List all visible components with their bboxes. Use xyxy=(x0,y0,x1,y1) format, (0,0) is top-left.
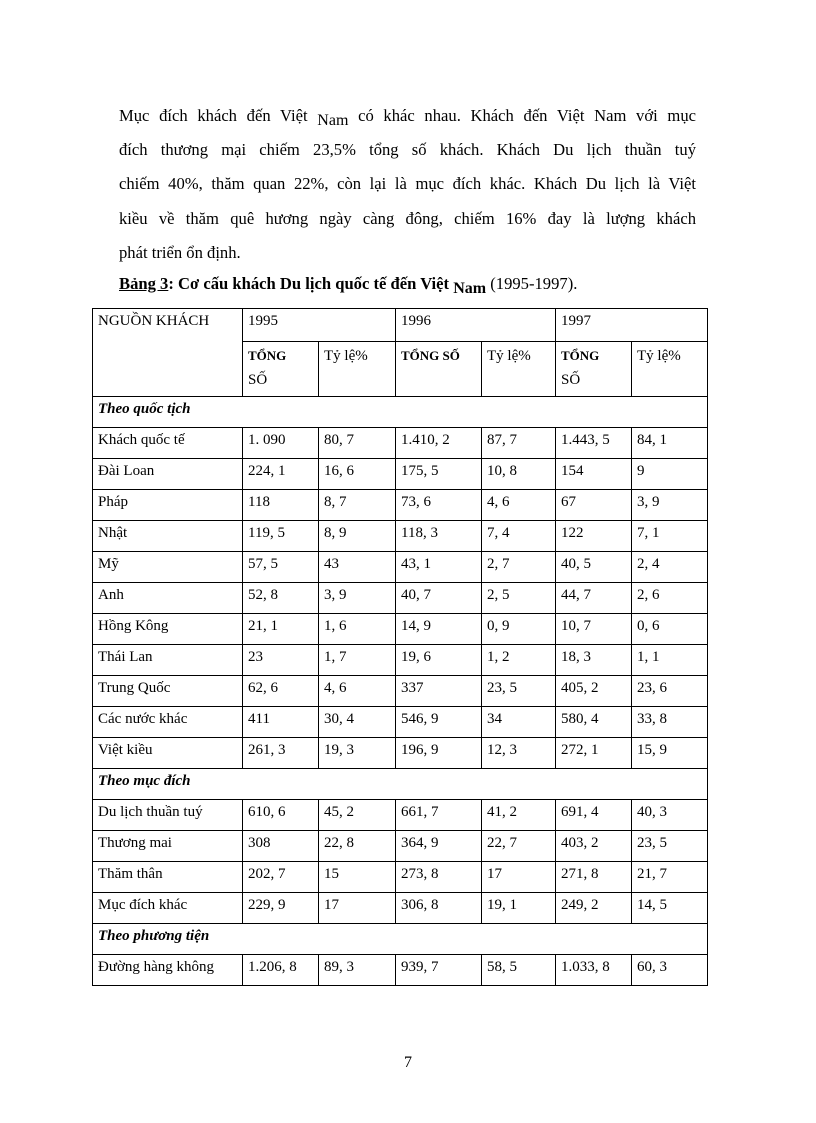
total-cell: 546, 9 xyxy=(396,707,482,738)
rate-cell: 2, 5 xyxy=(482,583,556,614)
rate-cell: 89, 3 xyxy=(319,955,396,986)
total-cell: 691, 4 xyxy=(556,800,632,831)
total-cell: 224, 1 xyxy=(243,459,319,490)
rate-cell: 34 xyxy=(482,707,556,738)
total-cell: 1. 090 xyxy=(243,428,319,459)
section-row xyxy=(93,769,708,800)
rate-cell: 1, 2 xyxy=(482,645,556,676)
total-cell: 306, 8 xyxy=(396,893,482,924)
paragraph-line: đích thương mại chiếm 23,5% tổng số khách. Khách Du lịch thuần tuý xyxy=(119,140,696,160)
total-cell: 1.410, 2 xyxy=(396,428,482,459)
total-cell: 1.033, 8 xyxy=(556,955,632,986)
total-cell: 23 xyxy=(243,645,319,676)
rate-cell: 3, 9 xyxy=(319,583,396,614)
total-cell: 580, 4 xyxy=(556,707,632,738)
rate-cell: 22, 8 xyxy=(319,831,396,862)
total-cell: 21, 1 xyxy=(243,614,319,645)
rate-cell: 9 xyxy=(632,459,708,490)
total-cell: 271, 8 xyxy=(556,862,632,893)
section-row xyxy=(93,397,708,428)
year-header: 1997 xyxy=(556,309,708,342)
total-header: TỔNG SỐ xyxy=(556,342,632,397)
total-cell: 19, 6 xyxy=(396,645,482,676)
source-cell: Thăm thân xyxy=(93,862,243,893)
table-row xyxy=(93,614,708,645)
total-cell: 175, 5 xyxy=(396,459,482,490)
table-row xyxy=(93,800,708,831)
rate-cell: 80, 7 xyxy=(319,428,396,459)
table-row xyxy=(93,893,708,924)
rate-header: Tỷ lệ% xyxy=(632,342,708,397)
rate-cell: 19, 3 xyxy=(319,738,396,769)
rate-cell: 19, 1 xyxy=(482,893,556,924)
rate-cell: 1, 6 xyxy=(319,614,396,645)
total-cell: 1.443, 5 xyxy=(556,428,632,459)
rate-cell: 4, 6 xyxy=(482,490,556,521)
total-cell: 44, 7 xyxy=(556,583,632,614)
total-cell: 273, 8 xyxy=(396,862,482,893)
total-cell: 364, 9 xyxy=(396,831,482,862)
total-cell: 14, 9 xyxy=(396,614,482,645)
total-cell: 154 xyxy=(556,459,632,490)
total-cell: 118, 3 xyxy=(396,521,482,552)
year-header: 1995 xyxy=(243,309,396,342)
source-cell: Anh xyxy=(93,583,243,614)
rate-cell: 45, 2 xyxy=(319,800,396,831)
total-cell: 939, 7 xyxy=(396,955,482,986)
total-cell: 610, 6 xyxy=(243,800,319,831)
source-cell: Các nước khác xyxy=(93,707,243,738)
total-cell: 62, 6 xyxy=(243,676,319,707)
source-cell: Trung Quốc xyxy=(93,676,243,707)
source-cell: Hồng Kông xyxy=(93,614,243,645)
page-number: 7 xyxy=(404,1054,412,1071)
total-cell: 73, 6 xyxy=(396,490,482,521)
table-row xyxy=(93,676,708,707)
source-cell: Khách quốc tế xyxy=(93,428,243,459)
rate-cell: 3, 9 xyxy=(632,490,708,521)
rate-cell: 58, 5 xyxy=(482,955,556,986)
total-cell: 308 xyxy=(243,831,319,862)
table-caption: Bảng 3: Cơ cấu khách Du lịch quốc tế đến Việt Nam (1995-1997). xyxy=(119,274,578,297)
table-row xyxy=(93,831,708,862)
total-cell: 67 xyxy=(556,490,632,521)
rate-cell: 23, 6 xyxy=(632,676,708,707)
total-cell: 18, 3 xyxy=(556,645,632,676)
total-cell: 122 xyxy=(556,521,632,552)
total-cell: 196, 9 xyxy=(396,738,482,769)
rate-cell: 1, 1 xyxy=(632,645,708,676)
source-cell: Du lịch thuần tuý xyxy=(93,800,243,831)
table-row xyxy=(93,583,708,614)
total-cell: 202, 7 xyxy=(243,862,319,893)
source-cell: Đường hàng không xyxy=(93,955,243,986)
total-cell: 411 xyxy=(243,707,319,738)
table-title: Cơ cấu khách Du lịch quốc tế đến Việt Nam xyxy=(178,274,487,297)
section-title: Theo mục đích xyxy=(93,769,708,800)
total-header: TỔNG SỐ xyxy=(243,342,319,397)
total-cell: 249, 2 xyxy=(556,893,632,924)
source-cell: Pháp xyxy=(93,490,243,521)
rate-cell: 43 xyxy=(319,552,396,583)
table-year-range: (1995-1997). xyxy=(490,274,578,293)
paragraph-line: kiều về thăm quê hương ngày càng đông, chiếm 16% đay là lượng khách xyxy=(119,208,696,228)
rate-cell: 4, 6 xyxy=(319,676,396,707)
table-row xyxy=(93,552,708,583)
total-cell: 405, 2 xyxy=(556,676,632,707)
total-cell: 272, 1 xyxy=(556,738,632,769)
table-row xyxy=(93,862,708,893)
source-cell: Mỹ xyxy=(93,552,243,583)
rate-cell: 15 xyxy=(319,862,396,893)
total-cell: 57, 5 xyxy=(243,552,319,583)
rate-cell: 8, 9 xyxy=(319,521,396,552)
total-cell: 1.206, 8 xyxy=(243,955,319,986)
rate-cell: 2, 4 xyxy=(632,552,708,583)
paragraph-line: phát triển ổn định. xyxy=(119,242,241,262)
source-cell: Thái Lan xyxy=(93,645,243,676)
total-cell: 52, 8 xyxy=(243,583,319,614)
total-cell: 261, 3 xyxy=(243,738,319,769)
rate-cell: 60, 3 xyxy=(632,955,708,986)
table-row xyxy=(93,738,708,769)
rate-cell: 2, 7 xyxy=(482,552,556,583)
rate-cell: 7, 4 xyxy=(482,521,556,552)
section-row xyxy=(93,924,708,955)
source-cell: Mục đích khác xyxy=(93,893,243,924)
rate-cell: 1, 7 xyxy=(319,645,396,676)
paragraph-line: chiếm 40%, thăm quan 22%, còn lại là mục đích khác. Khách Du lịch là Việt xyxy=(119,174,696,194)
table-row xyxy=(93,707,708,738)
total-cell: 10, 7 xyxy=(556,614,632,645)
total-header: TỔNG SỐ xyxy=(396,342,482,397)
table-row xyxy=(93,521,708,552)
table-label: Bảng 3 xyxy=(119,274,169,293)
total-cell: 403, 2 xyxy=(556,831,632,862)
rate-cell: 23, 5 xyxy=(632,831,708,862)
table-row xyxy=(93,490,708,521)
section-title: Theo phương tiện xyxy=(93,924,708,955)
rate-cell: 17 xyxy=(319,893,396,924)
rate-cell: 10, 8 xyxy=(482,459,556,490)
total-cell: 337 xyxy=(396,676,482,707)
table-row xyxy=(93,645,708,676)
rate-cell: 2, 6 xyxy=(632,583,708,614)
rate-cell: 17 xyxy=(482,862,556,893)
rate-header: Tỷ lệ% xyxy=(482,342,556,397)
rate-cell: 33, 8 xyxy=(632,707,708,738)
body-paragraph xyxy=(119,99,696,270)
table-row xyxy=(93,459,708,490)
year-header: 1996 xyxy=(396,309,556,342)
rate-cell: 7, 1 xyxy=(632,521,708,552)
rate-header: Tỷ lệ% xyxy=(319,342,396,397)
rate-cell: 21, 7 xyxy=(632,862,708,893)
table-row xyxy=(93,955,708,986)
tourist-structure-table xyxy=(92,308,708,986)
source-header: NGUỒN KHÁCH xyxy=(93,309,243,397)
rate-cell: 15, 9 xyxy=(632,738,708,769)
rate-cell: 84, 1 xyxy=(632,428,708,459)
total-cell: 118 xyxy=(243,490,319,521)
rate-cell: 14, 5 xyxy=(632,893,708,924)
rate-cell: 87, 7 xyxy=(482,428,556,459)
rate-cell: 0, 6 xyxy=(632,614,708,645)
total-cell: 229, 9 xyxy=(243,893,319,924)
source-cell: Thương mai xyxy=(93,831,243,862)
source-cell: Đài Loan xyxy=(93,459,243,490)
rate-cell: 30, 4 xyxy=(319,707,396,738)
total-cell: 661, 7 xyxy=(396,800,482,831)
total-cell: 40, 5 xyxy=(556,552,632,583)
total-cell: 119, 5 xyxy=(243,521,319,552)
rate-cell: 0, 9 xyxy=(482,614,556,645)
rate-cell: 16, 6 xyxy=(319,459,396,490)
total-cell: 40, 7 xyxy=(396,583,482,614)
table-row xyxy=(93,428,708,459)
paragraph-line: Mục đích khách đến Việt Nam có khác nhau. Khách đến Việt Nam với mục xyxy=(119,106,696,129)
rate-cell: 12, 3 xyxy=(482,738,556,769)
rate-cell: 8, 7 xyxy=(319,490,396,521)
section-title: Theo quốc tịch xyxy=(93,397,708,428)
total-cell: 43, 1 xyxy=(396,552,482,583)
source-cell: Nhật xyxy=(93,521,243,552)
source-cell: Việt kiều xyxy=(93,738,243,769)
rate-cell: 23, 5 xyxy=(482,676,556,707)
rate-cell: 22, 7 xyxy=(482,831,556,862)
rate-cell: 41, 2 xyxy=(482,800,556,831)
rate-cell: 40, 3 xyxy=(632,800,708,831)
